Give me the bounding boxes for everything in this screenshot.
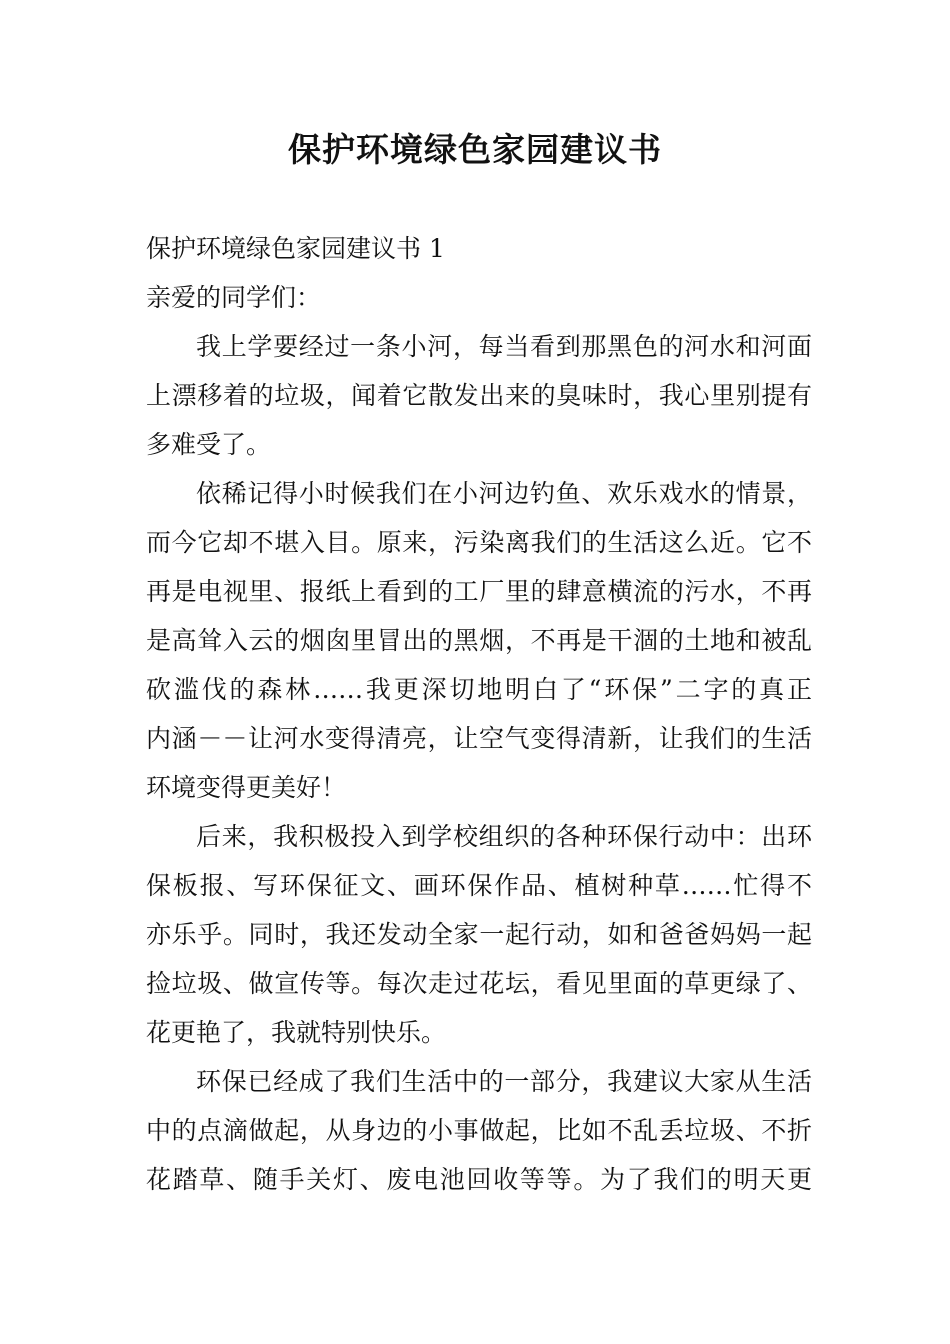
paragraph-line: 我上学要经过一条小河，每当看到那黑色的河水和河面 bbox=[196, 332, 812, 361]
paragraph-line: 砍滥伐的森林……我更深切地明白了“环保”二字的真正 bbox=[146, 675, 812, 704]
paragraph-line: 亦乐乎。同时，我还发动全家一起行动，如和爸爸妈妈一起 bbox=[146, 920, 812, 949]
paragraph-1 bbox=[146, 322, 812, 469]
paragraph-line: 多难受了。 bbox=[146, 430, 272, 459]
section-heading: 保护环境绿色家园建议书 1 bbox=[146, 234, 445, 263]
paragraph-line: 保板报、写环保征文、画环保作品、植树种草……忙得不 bbox=[146, 871, 812, 900]
paragraph-2 bbox=[146, 469, 812, 812]
paragraph-line: 再是电视里、报纸上看到的工厂里的肆意横流的污水，不再 bbox=[146, 577, 812, 606]
paragraph-line: 花踏草、随手关灯、废电池回收等等。为了我们的明天更 bbox=[146, 1165, 812, 1194]
paragraph-line: 捡垃圾、做宣传等。每次走过花坛，看见里面的草更绿了、 bbox=[146, 969, 812, 998]
paragraph-line: 依稀记得小时候我们在小河边钓鱼、欢乐戏水的情景， bbox=[196, 479, 812, 508]
salutation: 亲爱的同学们： bbox=[146, 283, 322, 312]
document-body bbox=[146, 224, 812, 1204]
paragraph-3 bbox=[146, 812, 812, 1057]
paragraph-line: 而今它却不堪入目。原来，污染离我们的生活这么近。它不 bbox=[146, 528, 812, 557]
document-title: 保护环境绿色家园建议书 bbox=[288, 130, 662, 169]
paragraph-line: 上漂移着的垃圾，闻着它散发出来的臭味时，我心里别提有 bbox=[146, 381, 812, 410]
paragraph-line: 环境变得更美好！ bbox=[146, 773, 347, 802]
paragraph-line: 内涵－－让河水变得清亮，让空气变得清新，让我们的生活 bbox=[146, 724, 812, 753]
paragraph-line: 花更艳了，我就特别快乐。 bbox=[146, 1018, 447, 1047]
paragraph-4 bbox=[146, 1057, 812, 1204]
paragraph-line: 后来，我积极投入到学校组织的各种环保行动中：出环 bbox=[196, 822, 812, 851]
paragraph-line: 环保已经成了我们生活中的一部分，我建议大家从生活 bbox=[196, 1067, 812, 1096]
paragraph-line: 中的点滴做起，从身边的小事做起，比如不乱丢垃圾、不折 bbox=[146, 1116, 812, 1145]
paragraph-line: 是高耸入云的烟囱里冒出的黑烟，不再是干涸的土地和被乱 bbox=[146, 626, 812, 655]
